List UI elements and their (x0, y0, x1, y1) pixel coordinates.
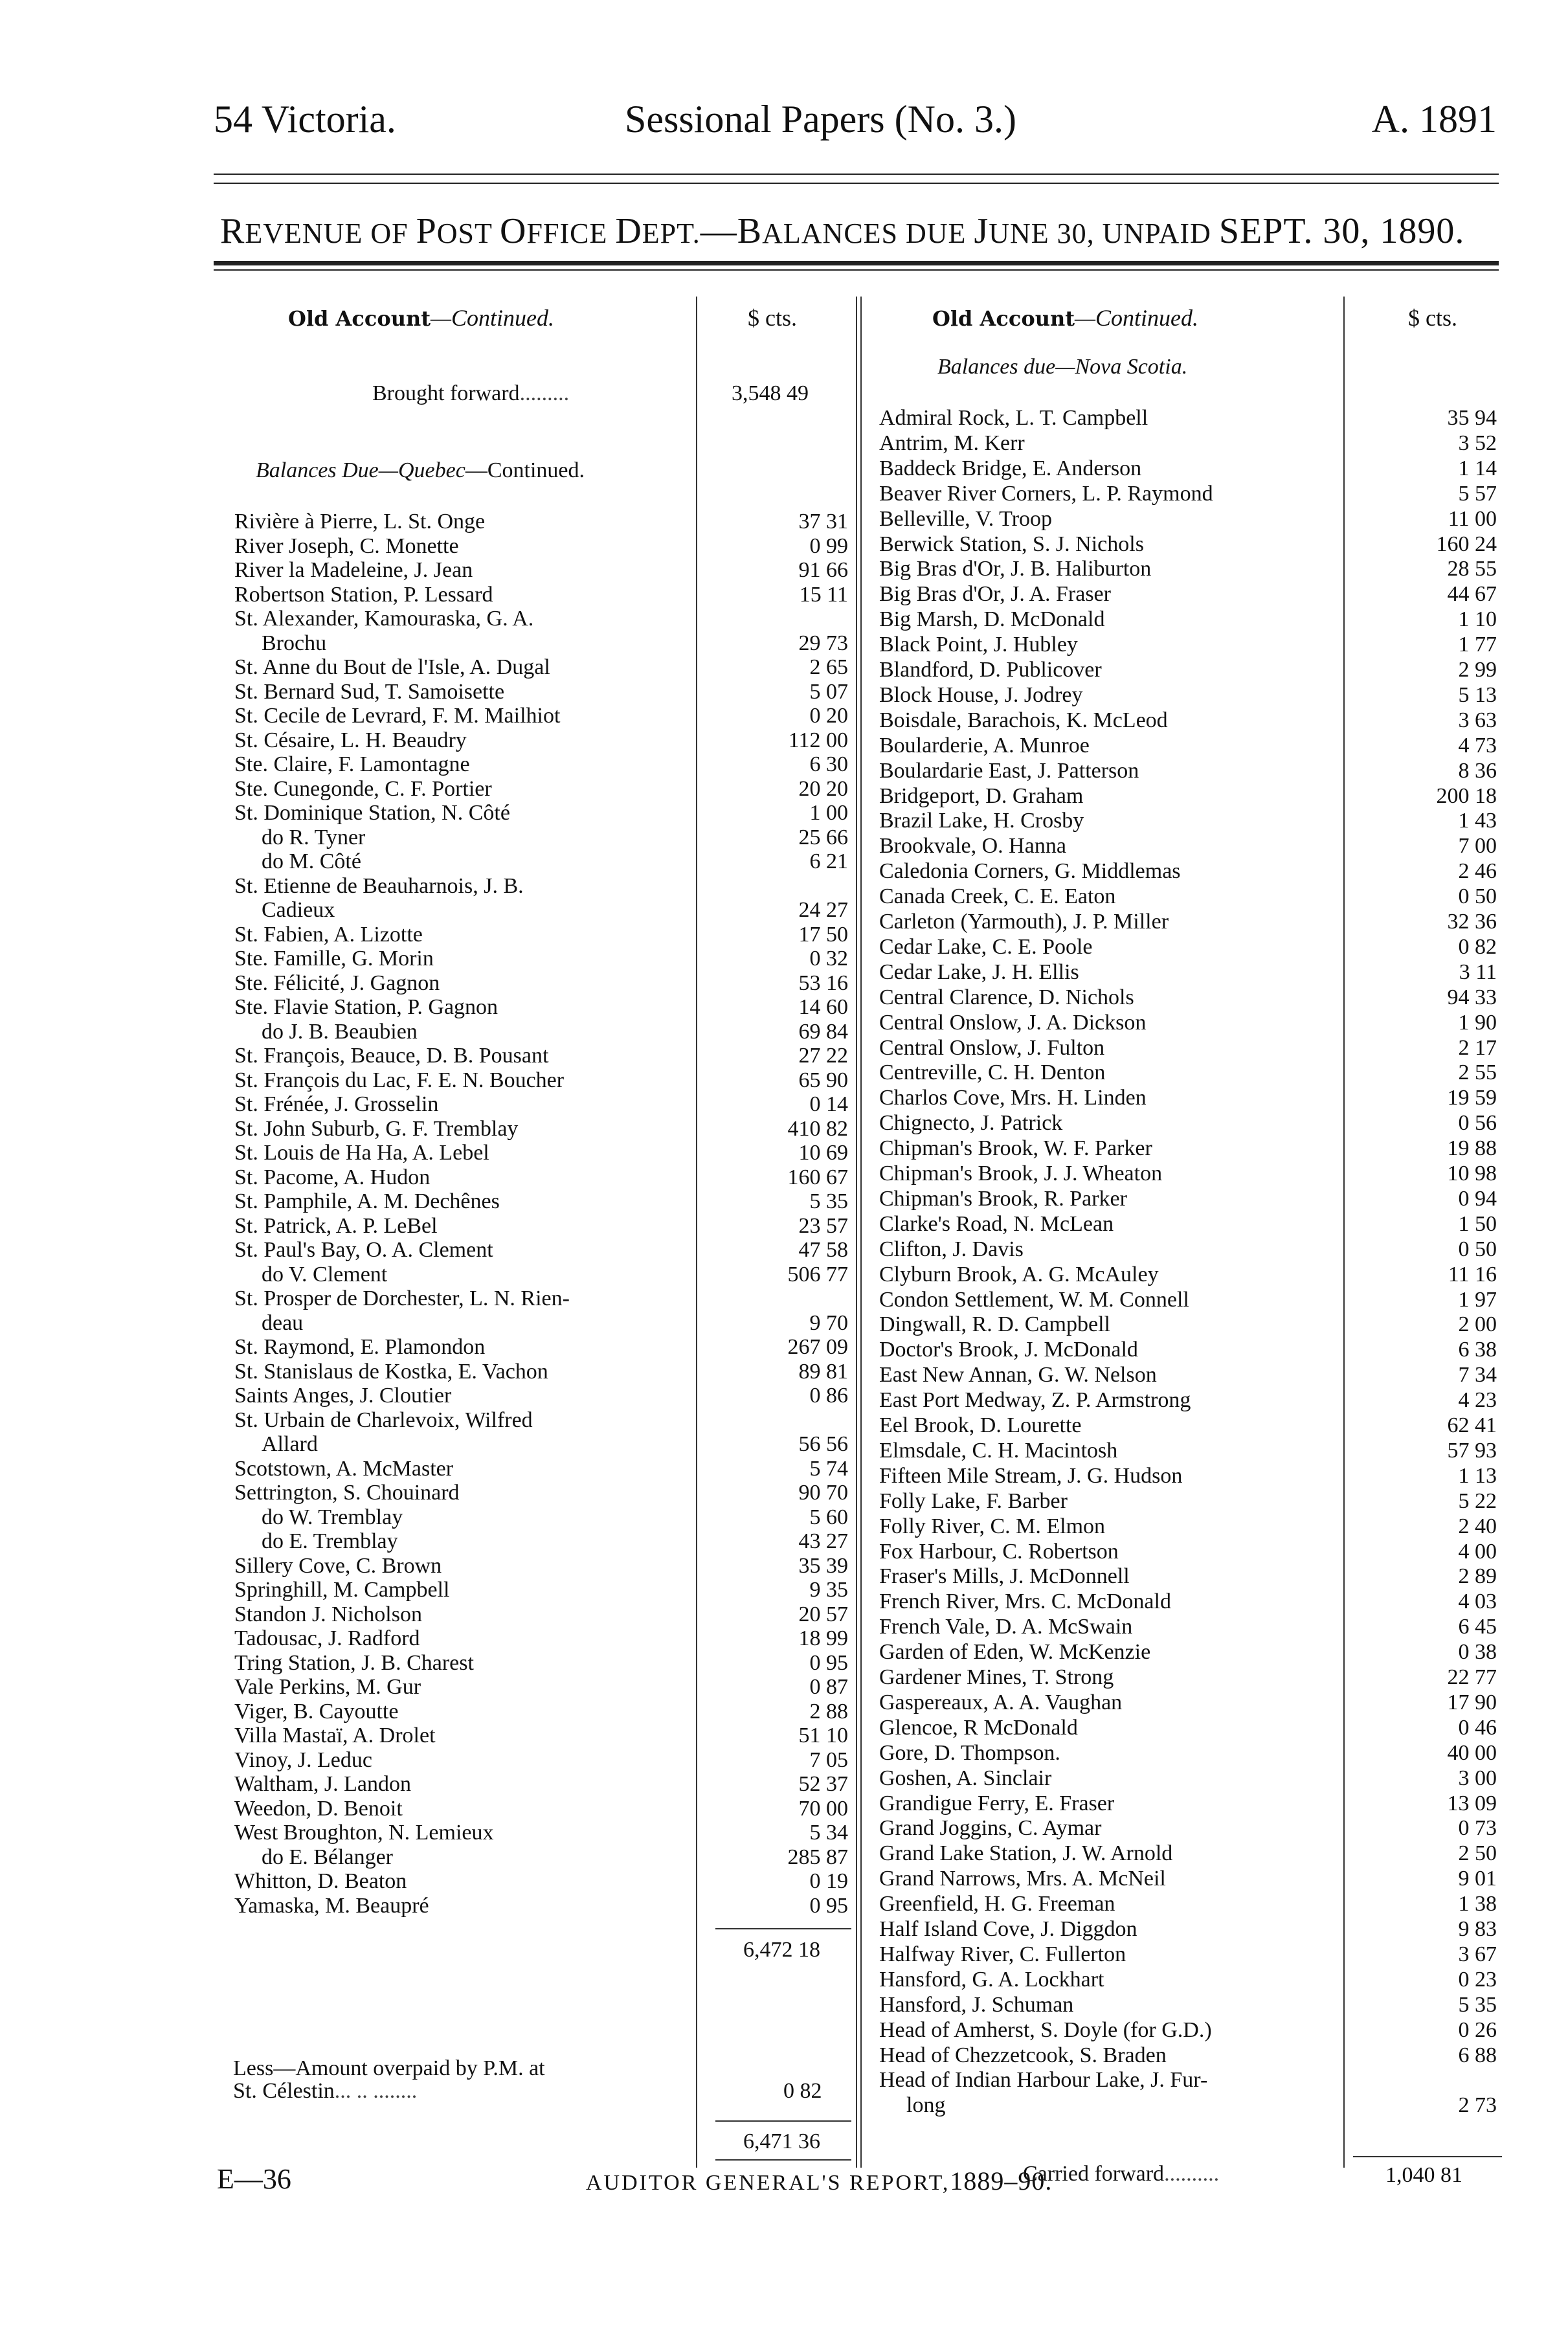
quebec-row-amount: 5 34 (809, 1821, 848, 1845)
nova-scotia-row-name: Carleton (Yarmouth), J. P. Miller (879, 910, 1169, 934)
nova-scotia-row-name: Grand Narrows, Mrs. A. McNeil (879, 1867, 1166, 1891)
quebec-row-name: St. Césaire, L. H. Beaudry (234, 728, 467, 752)
nova-scotia-row-name: Head of Indian Harbour Lake, J. Fur- (879, 2068, 1208, 2093)
nova-scotia-row-name: Boisdale, Barachois, K. McLeod (879, 708, 1168, 732)
quebec-row-name: do E. Bélanger (262, 1845, 393, 1869)
nova-scotia-row-name: East Port Medway, Z. P. Armstrong (879, 1388, 1191, 1413)
nova-scotia-row-amount: 2 55 (1458, 1061, 1497, 1085)
quebec-row-amount: 9 70 (809, 1310, 848, 1335)
nova-scotia-row-amount: 2 00 (1458, 1312, 1497, 1337)
quebec-row-amount: 2 88 (809, 1699, 848, 1724)
left-column-heading: Old Account—Continued. (288, 305, 555, 331)
nova-scotia-subheading: Balances due—Nova Scotia. (937, 355, 1188, 379)
quebec-row-name: Ste. Famille, G. Morin (234, 947, 434, 971)
nova-scotia-row-name: Brookvale, O. Hanna (879, 834, 1066, 859)
nova-scotia-row-amount: 7 00 (1458, 834, 1497, 859)
nova-scotia-row-name: Central Onslow, J. Fulton (879, 1035, 1105, 1060)
nova-scotia-row-amount: 1 90 (1458, 1010, 1497, 1035)
quebec-row-name: St. Pacome, A. Hudon (234, 1165, 431, 1189)
quebec-subheading: Balances Due—Quebec—Continued. (256, 458, 585, 482)
nova-scotia-row-name: French Vale, D. A. McSwain (879, 1615, 1133, 1639)
nova-scotia-row-name: Centreville, C. H. Denton (879, 1061, 1106, 1085)
quebec-row-amount: 6 30 (809, 752, 848, 776)
quebec-row-name: Tring Station, J. B. Charest (234, 1650, 474, 1675)
nova-scotia-row-name: Hansford, G. A. Lockhart (879, 1967, 1104, 1992)
nova-scotia-row-name: Big Bras d'Or, J. A. Fraser (879, 582, 1111, 607)
nova-scotia-row-amount: 2 89 (1458, 1564, 1497, 1589)
nova-scotia-row-name: Gaspereaux, A. A. Vaughan (879, 1690, 1123, 1714)
nova-scotia-row-amount: 1 43 (1458, 809, 1497, 833)
quebec-row-amount: 29 73 (798, 631, 848, 655)
nova-scotia-row-amount: 0 26 (1458, 2017, 1497, 2042)
left-subtotal-rule (715, 1928, 851, 1929)
nova-scotia-row-name: Big Bras d'Or, J. B. Haliburton (879, 557, 1152, 581)
nova-scotia-row-name: Beaver River Corners, L. P. Raymond (879, 481, 1213, 506)
quebec-row-amount: 267 09 (787, 1335, 848, 1359)
quebec-row-amount: 20 20 (798, 776, 848, 801)
quebec-row-amount: 20 57 (798, 1602, 848, 1626)
nova-scotia-row-name: Block House, J. Jodrey (879, 682, 1083, 707)
nova-scotia-row-name: Clarke's Road, N. McLean (879, 1211, 1114, 1236)
nova-scotia-row-name: Chignecto, J. Patrick (879, 1111, 1063, 1136)
nova-scotia-row-amount: 200 18 (1436, 783, 1497, 808)
left-total: 6,471 36 (743, 2129, 820, 2153)
nova-scotia-row-name: Admiral Rock, L. T. Campbell (879, 406, 1148, 430)
nova-scotia-row-amount: 19 88 (1447, 1136, 1497, 1161)
nova-scotia-row-name: East New Annan, G. W. Nelson (879, 1363, 1157, 1387)
quebec-row-name: Standon J. Nicholson (234, 1602, 422, 1626)
quebec-row-amount: 14 60 (798, 995, 848, 1019)
nova-scotia-row-name: Central Clarence, D. Nichols (879, 985, 1134, 1009)
nova-scotia-row-amount: 1 13 (1458, 1463, 1497, 1488)
nova-scotia-row-name: Fox Harbour, C. Robertson (879, 1539, 1119, 1564)
quebec-row-amount: 56 56 (798, 1432, 848, 1456)
quebec-row-name: St. François, Beauce, D. B. Pousant (234, 1044, 549, 1068)
quebec-row-amount: 0 99 (809, 533, 848, 558)
nova-scotia-row-name: long (906, 2093, 946, 2118)
title-rule-thin (214, 269, 1499, 271)
right-amount-rule (1343, 297, 1345, 2168)
top-rule-thin (214, 174, 1499, 175)
quebec-row-name: St. Prosper de Dorchester, L. N. Rien- (234, 1286, 570, 1310)
nova-scotia-row-amount: 0 23 (1458, 1967, 1497, 1992)
nova-scotia-row-name: Dingwall, R. D. Campbell (879, 1312, 1110, 1337)
nova-scotia-row-name: Head of Amherst, S. Doyle (for G.D.) (879, 2017, 1212, 2042)
nova-scotia-row-name: Fifteen Mile Stream, J. G. Hudson (879, 1463, 1183, 1488)
quebec-row-amount: 9 35 (809, 1578, 848, 1602)
right-carried-rule (1353, 2156, 1502, 2157)
quebec-row-amount: 17 50 (798, 922, 848, 947)
nova-scotia-row-amount: 1 10 (1458, 607, 1497, 632)
nova-scotia-row-name: Brazil Lake, H. Crosby (879, 809, 1084, 833)
nova-scotia-row-name: Boularderie, A. Munroe (879, 733, 1090, 758)
nova-scotia-row-amount: 9 01 (1458, 1867, 1497, 1891)
quebec-row-name: St. Patrick, A. P. LeBel (234, 1213, 438, 1238)
quebec-row-name: St. Etienne de Beauharnois, J. B. (234, 873, 524, 898)
nova-scotia-row-amount: 0 38 (1458, 1640, 1497, 1665)
quebec-row-name: River Joseph, C. Monette (234, 533, 459, 558)
nova-scotia-row-name: Half Island Cove, J. Diggdon (879, 1917, 1137, 1941)
quebec-row-amount: 89 81 (798, 1359, 848, 1384)
nova-scotia-row-amount: 6 38 (1458, 1338, 1497, 1362)
quebec-row-amount: 0 95 (809, 1650, 848, 1675)
nova-scotia-row-amount: 4 73 (1458, 733, 1497, 758)
nova-scotia-row-amount: 3 11 (1459, 960, 1497, 984)
header-year: A. 1891 (1371, 98, 1497, 140)
quebec-row-amount: 91 66 (798, 558, 848, 582)
quebec-row-amount: 15 11 (799, 582, 848, 607)
nova-scotia-row-name: Hansford, J. Schuman (879, 1992, 1074, 2017)
nova-scotia-row-amount: 0 46 (1458, 1715, 1497, 1740)
nova-scotia-row-amount: 19 59 (1447, 1086, 1497, 1110)
quebec-row-amount: 0 95 (809, 1893, 848, 1918)
header-sessional-papers: Sessional Papers (No. 3.) (625, 98, 1016, 140)
quebec-row-name: Robertson Station, P. Lessard (234, 582, 493, 607)
quebec-row-amount: 47 58 (798, 1238, 848, 1262)
nova-scotia-row-amount: 2 50 (1458, 1841, 1497, 1866)
quebec-row-name: St. Anne du Bout de l'Isle, A. Dugal (234, 655, 550, 679)
top-rule-thin-2 (214, 183, 1499, 184)
nova-scotia-row-amount: 3 67 (1458, 1942, 1497, 1966)
nova-scotia-row-name: Clifton, J. Davis (879, 1237, 1024, 1261)
quebec-row-amount: 285 87 (787, 1845, 848, 1869)
quebec-row-amount: 23 57 (798, 1213, 848, 1238)
nova-scotia-row-name: Grand Joggins, C. Aymar (879, 1816, 1102, 1841)
footer-report-title: AUDITOR GENERAL'S REPORT,1889–90. (586, 2166, 1053, 2196)
quebec-row-name: Rivière à Pierre, L. St. Onge (234, 510, 486, 533)
nova-scotia-row-amount: 11 16 (1448, 1262, 1497, 1286)
nova-scotia-row-amount: 6 45 (1458, 1615, 1497, 1639)
left-total-underline (715, 2159, 851, 2161)
quebec-row-name: St. Alexander, Kamouraska, G. A. (234, 607, 534, 631)
nova-scotia-row-name: Chipman's Brook, J. J. Wheaton (879, 1162, 1163, 1185)
quebec-row-name: St. Cecile de Levrard, F. M. Mailhiot (234, 704, 561, 728)
quebec-row-amount: 0 20 (809, 704, 848, 728)
nova-scotia-row-name: Antrim, M. Kerr (879, 431, 1025, 455)
nova-scotia-row-name: Condon Settlement, W. M. Connell (879, 1287, 1189, 1312)
quebec-row-name: do V. Clement (262, 1262, 388, 1286)
nova-scotia-row-amount: 1 97 (1458, 1287, 1497, 1312)
quebec-row-name: Whitton, D. Beaton (234, 1869, 407, 1893)
quebec-row-name: Springhill, M. Campbell (234, 1578, 450, 1602)
nova-scotia-row-amount: 4 00 (1458, 1539, 1497, 1564)
nova-scotia-row-amount: 35 94 (1447, 406, 1497, 430)
quebec-row-amount: 0 14 (809, 1092, 848, 1116)
nova-scotia-row-amount: 5 35 (1458, 1992, 1497, 2017)
nova-scotia-row-name: Elmsdale, C. H. Macintosh (879, 1438, 1118, 1463)
nova-scotia-row-amount: 8 36 (1458, 758, 1497, 783)
quebec-row-name: Weedon, D. Benoit (234, 1796, 403, 1821)
left-subtotal: 6,472 18 (743, 1938, 820, 1962)
nova-scotia-row-name: Baddeck Bridge, E. Anderson (879, 456, 1142, 480)
quebec-row-amount: 53 16 (798, 971, 848, 995)
less-overpaid-office: St. Célestin... .. ........ (233, 2079, 418, 2103)
quebec-row-name: St. Paul's Bay, O. A. Clement (234, 1238, 493, 1262)
quebec-row-amount: 37 31 (798, 510, 848, 533)
quebec-row-name: Waltham, J. Landon (234, 1772, 411, 1796)
nova-scotia-row-name: Grandigue Ferry, E. Fraser (879, 1791, 1115, 1815)
left-brought-forward-label: Brought forward......... (372, 381, 570, 405)
nova-scotia-row-name: Caledonia Corners, G. Middlemas (879, 859, 1181, 884)
nova-scotia-row-name: Gardener Mines, T. Strong (879, 1665, 1114, 1689)
quebec-row-name: Ste. Cunegonde, C. F. Portier (234, 776, 492, 801)
title-rule-thick (214, 261, 1499, 265)
quebec-row-amount: 18 99 (798, 1626, 848, 1650)
left-brought-forward-amount: 3,548 49 (732, 381, 809, 405)
left-amount-rule (696, 297, 697, 2168)
nova-scotia-row-amount: 0 82 (1458, 934, 1497, 959)
quebec-row-name: St. Fabien, A. Lizotte (234, 922, 423, 947)
less-overpaid-amount: 0 82 (783, 2079, 822, 2103)
quebec-row-name: Villa Mastaï, A. Drolet (234, 1724, 436, 1747)
nova-scotia-row-name: Central Onslow, J. A. Dickson (879, 1010, 1147, 1035)
quebec-row-name: Ste. Claire, F. Lamontagne (234, 752, 470, 776)
quebec-row-amount: 65 90 (798, 1068, 848, 1092)
quebec-row-name: West Broughton, N. Lemieux (234, 1821, 494, 1845)
nova-scotia-row-amount: 9 83 (1458, 1917, 1497, 1941)
nova-scotia-row-amount: 3 00 (1458, 1766, 1497, 1790)
quebec-row-name: St. Raymond, E. Plamondon (234, 1335, 486, 1359)
nova-scotia-row-name: Grand Lake Station, J. W. Arnold (879, 1841, 1173, 1866)
nova-scotia-row-amount: 6 88 (1458, 2043, 1497, 2067)
nova-scotia-row-amount: 4 23 (1458, 1388, 1497, 1413)
quebec-row-amount: 0 19 (809, 1869, 848, 1893)
nova-scotia-row-name: Doctor's Brook, J. McDonald (879, 1338, 1138, 1362)
nova-scotia-row-amount: 2 40 (1458, 1514, 1497, 1538)
nova-scotia-row-name: Greenfield, H. G. Freeman (879, 1892, 1115, 1916)
nova-scotia-row-name: Black Point, J. Hubley (879, 633, 1078, 657)
nova-scotia-row-name: Blandford, D. Publicover (879, 658, 1102, 682)
quebec-row-amount: 5 35 (809, 1189, 848, 1213)
quebec-row-amount: 51 10 (798, 1724, 848, 1747)
quebec-row-name: Brochu (262, 631, 327, 655)
nova-scotia-row-amount: 11 00 (1448, 506, 1497, 531)
nova-scotia-row-name: Charlos Cove, Mrs. H. Linden (879, 1086, 1147, 1110)
quebec-row-name: St. Louis de Ha Ha, A. Lebel (234, 1141, 489, 1165)
quebec-row-amount: 2 65 (809, 655, 848, 679)
quebec-row-name: Vale Perkins, M. Gur (234, 1675, 421, 1699)
nova-scotia-row-amount: 2 73 (1458, 2093, 1497, 2118)
nova-scotia-row-amount: 2 99 (1458, 658, 1497, 682)
quebec-row-name: Settrington, S. Chouinard (234, 1481, 460, 1505)
carried-forward-label: Carried forward.......... (1023, 2162, 1220, 2186)
nova-scotia-row-name: Berwick Station, S. J. Nichols (879, 532, 1144, 556)
quebec-row-name: St. Urbain de Charlevoix, Wilfred (234, 1408, 533, 1432)
quebec-row-name: St. Frénée, J. Grosselin (234, 1092, 439, 1116)
quebec-row-amount: 410 82 (787, 1116, 848, 1141)
nova-scotia-row-amount: 1 50 (1458, 1211, 1497, 1236)
quebec-row-amount: 70 00 (798, 1796, 848, 1821)
nova-scotia-row-name: Fraser's Mills, J. McDonnell (879, 1564, 1130, 1589)
carried-forward-amount: 1,040 81 (1385, 2163, 1462, 2187)
quebec-row-name: Sillery Cove, C. Brown (234, 1553, 442, 1578)
nova-scotia-row-amount: 0 50 (1458, 1237, 1497, 1261)
nova-scotia-row-name: Big Marsh, D. McDonald (879, 607, 1105, 632)
quebec-row-name: Ste. Félicité, J. Gagnon (234, 971, 440, 995)
page-title: REVENUE OF POST OFFICE DEPT.—BALANCES DUE JUNE 30, UNPAID SEPT. 30, 1890. (220, 211, 1465, 251)
nova-scotia-row-name: Folly River, C. M. Elmon (879, 1514, 1106, 1538)
nova-scotia-row-amount: 40 00 (1447, 1740, 1497, 1765)
quebec-row-name: Yamaska, M. Beaupré (234, 1893, 429, 1918)
quebec-row-name: St. Dominique Station, N. Côté (234, 801, 510, 825)
quebec-row-name: do R. Tyner (262, 825, 366, 849)
nova-scotia-row-name: Garden of Eden, W. McKenzie (879, 1640, 1151, 1665)
nova-scotia-row-name: Boulardarie East, J. Patterson (879, 758, 1139, 783)
quebec-row-name: River la Madeleine, J. Jean (234, 558, 473, 582)
nova-scotia-row-name: Gore, D. Thompson. (879, 1740, 1060, 1765)
quebec-row-amount: 27 22 (798, 1044, 848, 1068)
quebec-row-name: Viger, B. Cayoutte (234, 1699, 399, 1724)
quebec-row-amount: 35 39 (798, 1553, 848, 1578)
quebec-row-amount: 5 60 (809, 1505, 848, 1529)
nova-scotia-row-name: Chipman's Brook, W. F. Parker (879, 1136, 1152, 1161)
nova-scotia-row-amount: 28 55 (1447, 557, 1497, 581)
left-currency-heading: $ cts. (748, 305, 797, 331)
nova-scotia-row-amount: 2 46 (1458, 859, 1497, 884)
nova-scotia-row-amount: 32 36 (1447, 910, 1497, 934)
nova-scotia-row-name: Head of Chezzetcook, S. Braden (879, 2043, 1167, 2067)
quebec-row-name: do W. Tremblay (262, 1505, 403, 1529)
nova-scotia-row-amount: 1 38 (1458, 1892, 1497, 1916)
nova-scotia-row-amount: 0 50 (1458, 884, 1497, 909)
column-divider-1 (856, 297, 857, 2168)
nova-scotia-row-amount: 0 56 (1458, 1111, 1497, 1136)
right-currency-heading: $ cts. (1408, 305, 1457, 331)
quebec-row-name: St. Pamphile, A. M. Dechênes (234, 1189, 500, 1213)
nova-scotia-row-name: Goshen, A. Sinclair (879, 1766, 1052, 1790)
quebec-row-amount: 112 00 (788, 728, 848, 752)
nova-scotia-row-amount: 5 22 (1458, 1488, 1497, 1513)
nova-scotia-row-amount: 44 67 (1447, 582, 1497, 607)
quebec-row-name: do M. Côté (262, 849, 361, 873)
quebec-row-amount: 0 32 (809, 947, 848, 971)
quebec-row-name: Vinoy, J. Leduc (234, 1747, 372, 1772)
less-overpaid-label: Less—Amount overpaid by P.M. at (233, 2056, 545, 2080)
quebec-row-amount: 5 74 (809, 1456, 848, 1481)
nova-scotia-row-amount: 160 24 (1436, 532, 1497, 556)
quebec-row-name: Saints Anges, J. Cloutier (234, 1384, 452, 1408)
nova-scotia-row-amount: 5 57 (1458, 481, 1497, 506)
nova-scotia-row-name: Eel Brook, D. Lourette (879, 1413, 1082, 1437)
quebec-row-name: St. Stanislaus de Kostka, E. Vachon (234, 1359, 548, 1384)
nova-scotia-row-amount: 5 13 (1458, 682, 1497, 707)
quebec-row-amount: 0 87 (809, 1675, 848, 1699)
right-column-heading: Old Account—Continued. (932, 305, 1199, 331)
quebec-row-amount: 24 27 (798, 898, 848, 922)
quebec-row-name: St. François du Lac, F. E. N. Boucher (234, 1068, 565, 1092)
quebec-row-amount: 52 37 (798, 1772, 848, 1796)
nova-scotia-row-name: Belleville, V. Troop (879, 506, 1053, 531)
quebec-row-name: Cadieux (262, 898, 335, 922)
quebec-row-amount: 1 00 (809, 801, 848, 825)
quebec-row-amount: 69 84 (798, 1019, 848, 1044)
quebec-row-name: Ste. Flavie Station, P. Gagnon (234, 995, 498, 1019)
nova-scotia-row-amount: 0 73 (1458, 1816, 1497, 1841)
quebec-row-name: do E. Tremblay (262, 1529, 398, 1553)
quebec-row-name: Tadousac, J. Radford (234, 1626, 420, 1650)
nova-scotia-row-name: French River, Mrs. C. McDonald (879, 1589, 1171, 1614)
footer-page-ref: E—36 (217, 2163, 291, 2195)
quebec-row-name: St. John Suburb, G. F. Tremblay (234, 1116, 519, 1141)
quebec-row-amount: 506 77 (787, 1262, 848, 1286)
left-total-rule (715, 2120, 851, 2122)
nova-scotia-row-amount: 3 52 (1458, 431, 1497, 455)
quebec-row-amount: 90 70 (798, 1481, 848, 1505)
quebec-row-name: Allard (262, 1432, 318, 1456)
nova-scotia-row-amount: 13 09 (1447, 1791, 1497, 1815)
nova-scotia-row-amount: 0 94 (1458, 1186, 1497, 1211)
quebec-row-amount: 6 21 (809, 849, 848, 873)
nova-scotia-row-name: Canada Creek, C. E. Eaton (879, 884, 1116, 909)
nova-scotia-row-name: Halfway River, C. Fullerton (879, 1942, 1126, 1966)
quebec-row-amount: 5 07 (809, 679, 848, 704)
column-divider-2 (860, 297, 862, 2168)
nova-scotia-row-amount: 4 03 (1458, 1589, 1497, 1614)
nova-scotia-row-amount: 1 77 (1458, 633, 1497, 657)
nova-scotia-row-amount: 7 34 (1458, 1363, 1497, 1387)
quebec-row-name: Scotstown, A. McMaster (234, 1456, 454, 1481)
nova-scotia-row-name: Cedar Lake, J. H. Ellis (879, 960, 1079, 984)
quebec-row-name: St. Bernard Sud, T. Samoisette (234, 679, 505, 704)
header-volume: 54 Victoria. (214, 98, 396, 140)
nova-scotia-row-name: Bridgeport, D. Graham (879, 783, 1084, 808)
nova-scotia-row-amount: 94 33 (1447, 985, 1497, 1009)
nova-scotia-row-amount: 22 77 (1447, 1665, 1497, 1689)
nova-scotia-row-amount: 62 41 (1447, 1413, 1497, 1437)
nova-scotia-row-amount: 3 63 (1458, 708, 1497, 732)
quebec-row-amount: 7 05 (809, 1747, 848, 1772)
nova-scotia-row-name: Clyburn Brook, A. G. McAuley (879, 1262, 1159, 1286)
nova-scotia-row-name: Cedar Lake, C. E. Poole (879, 934, 1093, 959)
quebec-row-amount: 43 27 (798, 1529, 848, 1553)
nova-scotia-row-amount: 57 93 (1447, 1438, 1497, 1463)
nova-scotia-row-name: Glencoe, R McDonald (879, 1715, 1078, 1740)
nova-scotia-row-name: Folly Lake, F. Barber (879, 1488, 1068, 1513)
quebec-row-amount: 25 66 (798, 825, 848, 849)
quebec-row-amount: 0 86 (809, 1384, 848, 1408)
nova-scotia-row-name: Chipman's Brook, R. Parker (879, 1186, 1127, 1211)
nova-scotia-row-amount: 1 14 (1458, 456, 1497, 480)
quebec-row-amount: 160 67 (787, 1165, 848, 1189)
nova-scotia-row-amount: 2 17 (1458, 1035, 1497, 1060)
nova-scotia-row-amount: 10 98 (1447, 1162, 1497, 1185)
quebec-row-name: do J. B. Beaubien (262, 1019, 418, 1044)
quebec-row-name: deau (262, 1310, 304, 1335)
quebec-row-amount: 10 69 (798, 1141, 848, 1165)
nova-scotia-row-amount: 17 90 (1447, 1690, 1497, 1714)
